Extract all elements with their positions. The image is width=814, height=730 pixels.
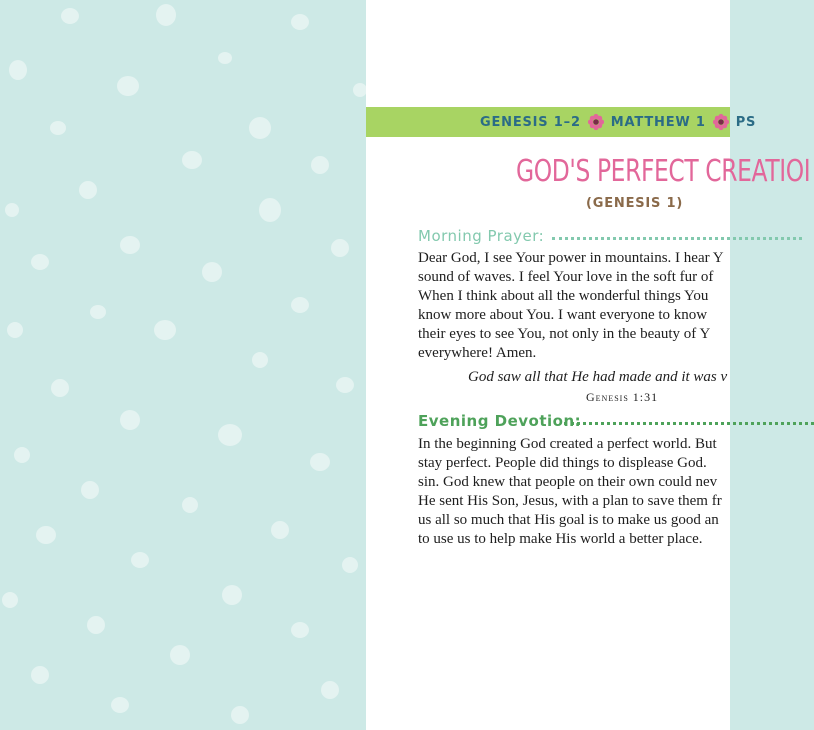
text-line: everywhere! Amen. [418,345,537,361]
evening-devotion-heading: Evening Devotion: [418,412,582,430]
flower-icon [712,113,730,131]
text-line: sound of waves. I feel Your love in the soft fur of [418,269,714,285]
text-line: When I think about all the wonderful things You [418,288,709,304]
devotional-page [366,0,811,730]
key-verse-reference: Genesis 1:31 [586,390,659,404]
text-line: He sent His Son, Jesus, with a plan to save them fr [418,493,722,509]
reading-plan-bar [366,107,757,137]
text-line: Dear God, I see Your power in mountains. I hear Y [418,250,724,266]
dotted-rule [564,422,814,425]
dotted-rule [552,237,802,240]
text-line: to use us to help make His world a better place. [418,531,703,547]
text-line: us all so much that His goal is to make us good an [418,512,719,528]
flower-icon [587,113,605,131]
scripture-reference: (GENESIS 1) [586,196,684,211]
text-line: sin. God knew that people on their own could nev [418,474,718,490]
morning-prayer-text [418,249,758,363]
reading-ref-psalm: PS [735,114,757,130]
reading-ref-genesis: GENESIS 1–2 [480,114,581,130]
text-line: know more about You. I want everyone to know [418,307,708,323]
text-line: In the beginning God created a perfect world. But [418,436,717,452]
text-line: their eyes to see You, not only in the beauty of Y [418,326,711,342]
evening-devotion-text [418,435,758,549]
morning-prayer-heading: Morning Prayer: [418,227,545,245]
key-verse: God saw all that He had made and it was v [468,369,728,385]
reading-ref-matthew: MATTHEW 1 [610,114,706,130]
text-line: stay perfect. People did things to displease God. [418,455,707,471]
devotional-title: GOD'S PERFECT CREATIOI [516,154,811,189]
